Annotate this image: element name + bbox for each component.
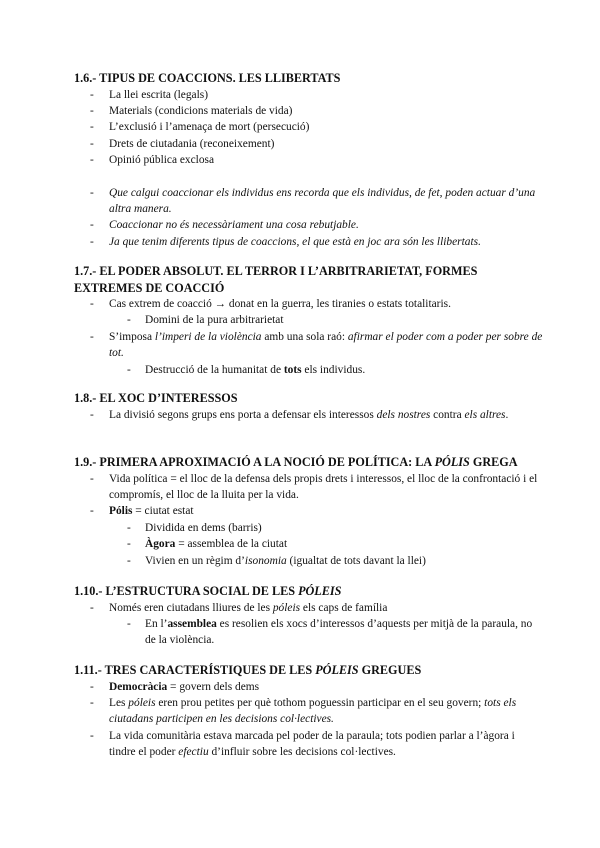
section-1-6-title: 1.6.- TIPUS DE COACCIONS. LES LLIBERTATS [74, 71, 341, 85]
section-1-6 [74, 70, 544, 250]
section-1-10 [74, 583, 544, 649]
section-1-11 [74, 662, 544, 761]
section-1-9-title: 1.9.- PRIMERA APROXIMACIÓ A LA NOCIÓ DE POLÍTICA: LA PÓLIS GREGA [74, 455, 518, 469]
list-item: - S’imposa l’imperi de la violència amb una sola raó: afirmar el poder com a poder per sobre de tot. [74, 329, 544, 362]
list-item: - L’exclusió i l’amenaça de mort (persecució) [74, 119, 544, 135]
sub-list-item: - Domini de la pura arbitrarietat [74, 312, 544, 328]
social-structure-list [74, 600, 544, 649]
list-item: - Ja que tenim diferents tipus de coaccions, el que està en joc ara són les llibertats. [74, 234, 544, 250]
list-item: - Coaccionar no és necessàriament una cosa rebutjable. [74, 217, 544, 233]
list-item: - Opinió pública exclosa [74, 152, 544, 168]
interest-clash-list [74, 407, 544, 423]
list-item: - Drets de ciutadania (reconeixement) [74, 136, 544, 152]
section-1-10-title: 1.10.- L’ESTRUCTURA SOCIAL DE LES PÓLEIS [74, 584, 342, 598]
coercion-types-list [74, 87, 544, 169]
polis-list [74, 471, 544, 569]
list-item: - Només eren ciutadans lliures de les póleis els caps de família [74, 600, 544, 616]
section-1-11-title: 1.11.- TRES CARACTERÍSTIQUES DE LES PÓLEIS GREGUES [74, 663, 422, 677]
spacer [74, 169, 544, 185]
list-item: - Materials (condicions materials de vida) [74, 103, 544, 119]
section-1-8 [74, 390, 544, 423]
characteristics-list [74, 679, 544, 761]
list-item: - Pólis = ciutat estat [74, 503, 544, 519]
list-item: - La vida comunitària estava marcada pel poder de la paraula; tots podien parlar a l’àgora i tindre el poder efectiu d’influir sobre les decisions col·lectives. [74, 728, 544, 761]
section-1-8-title: 1.8.- EL XOC D’INTERESSOS [74, 391, 238, 405]
sub-list-item: - En l’assemblea es resolien els xocs d’interessos d’aquests per mitjà de la paraula, no de la violència. [74, 616, 544, 649]
list-item: - Les póleis eren prou petites per què tothom poguessin participar en el seu govern; tots els ciutadans participen en les decisions col·lectives. [74, 695, 544, 728]
coercion-notes-list [74, 185, 544, 251]
sub-list-item: - Vivien en un règim d’isonomia (igualtat de tots davant la llei) [74, 553, 544, 569]
list-item: - La llei escrita (legals) [74, 87, 544, 103]
section-1-7-title: 1.7.- EL PODER ABSOLUT. EL TERROR I L’ARBITRARIETAT, FORMES EXTREMES DE COACCIÓ [74, 264, 478, 295]
list-item: - Cas extrem de coacció → donat en la guerra, les tiranies o estats totalitaris. [74, 296, 544, 312]
section-1-9 [74, 454, 544, 569]
section-1-7 [74, 263, 544, 378]
list-item: - Democràcia = govern dels dems [74, 679, 544, 695]
sub-list-item: - Destrucció de la humanitat de tots els individus. [74, 362, 544, 378]
list-item: - Que calgui coaccionar els individus ens recorda que els individus, de fet, poden actuar d’una altra manera. [74, 185, 544, 218]
list-item: - Vida política = el lloc de la defensa dels propis drets i interessos, el lloc de la confrontació i el compromís, el lloc de la lluita per la vida. [74, 471, 544, 504]
sub-list-item: - Àgora = assemblea de la ciutat [74, 536, 544, 552]
absolute-power-list [74, 296, 544, 378]
list-item: - La divisió segons grups ens porta a defensar els interessos dels nostres contra els altres. [74, 407, 544, 423]
sub-list-item: - Dividida en dems (barris) [74, 520, 544, 536]
